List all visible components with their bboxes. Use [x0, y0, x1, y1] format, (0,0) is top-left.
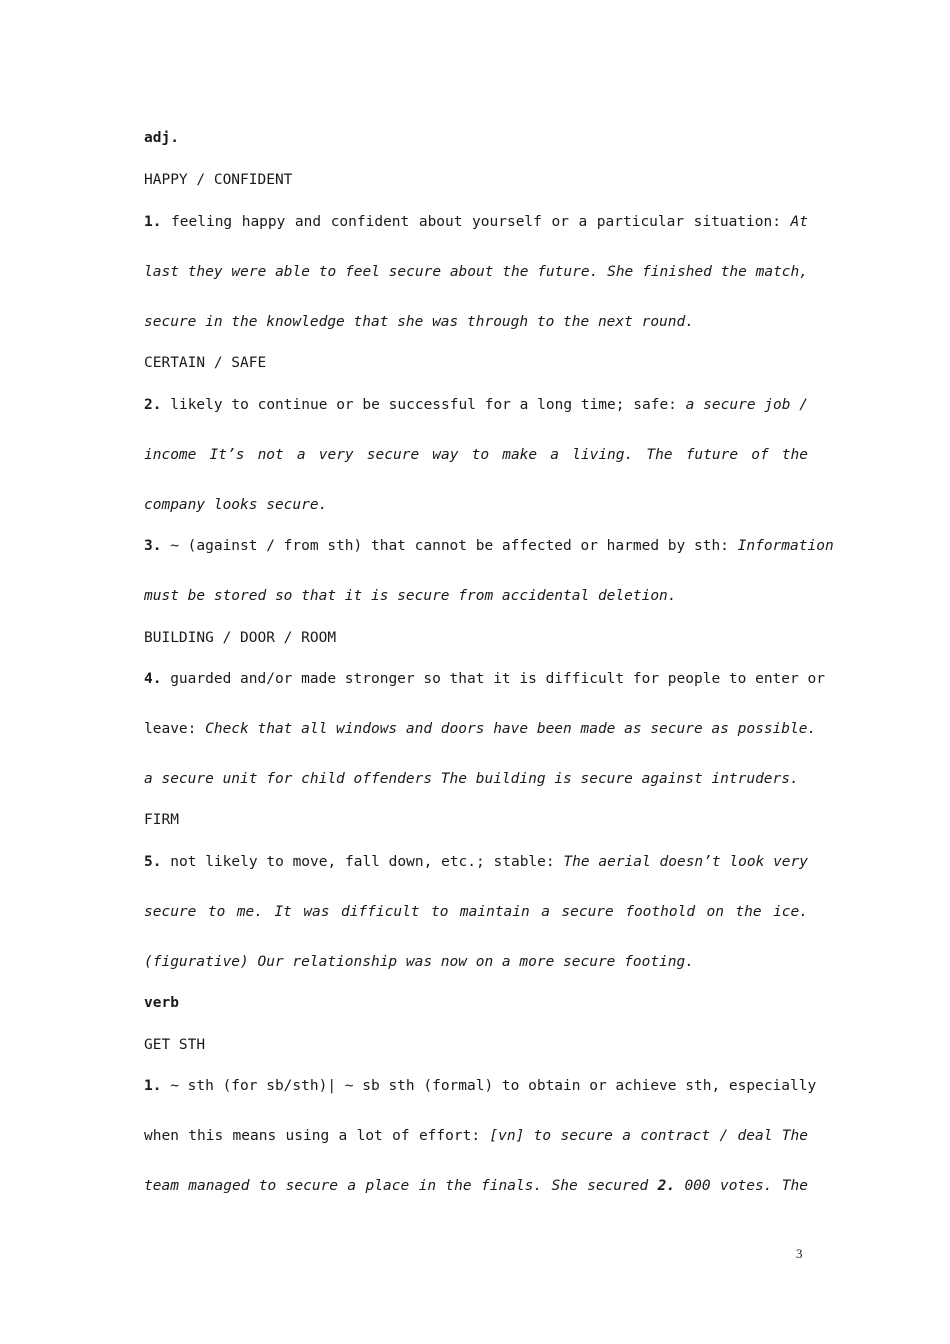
section-heading-firm: FIRM	[144, 812, 179, 828]
example-text: team managed to secure a place in the finals. She secured	[144, 1178, 658, 1194]
section-heading-happy: HAPPY / CONFIDENT	[144, 172, 293, 188]
section-heading-building: BUILDING / DOOR / ROOM	[144, 630, 337, 646]
example-text: The aerial doesn’t look very	[563, 854, 808, 870]
pos-adjective: adj.	[144, 130, 179, 146]
example-text: At	[790, 214, 808, 230]
definition-4-line-2	[144, 719, 817, 739]
definition-5-example-line-2: secure to me. It was difficult to maintain a secure foothold on the ice.	[144, 904, 808, 920]
example-text: 000 votes. The	[675, 1178, 808, 1194]
definition-text: leave:	[144, 721, 206, 737]
definition-number: 2.	[144, 397, 162, 413]
verb-definition-1-line-1	[144, 1076, 817, 1096]
definition-number: 4.	[144, 671, 162, 687]
verb-definition-1-line-3	[144, 1176, 808, 1196]
definition-1-example-line-3: secure in the knowledge that she was through to the next round.	[144, 314, 694, 330]
definition-number: 3.	[144, 538, 162, 554]
example-text: [vn] to secure a contract / deal The	[489, 1128, 808, 1144]
bold-number: 2.	[657, 1178, 676, 1194]
definition-2-line-1	[144, 395, 808, 415]
definition-text: when this means using a lot of effort:	[144, 1128, 490, 1144]
example-text: a secure job /	[685, 397, 808, 413]
definition-number: 1.	[144, 1078, 162, 1094]
definition-text: not likely to move, fall down, etc.; stable:	[161, 854, 564, 870]
definition-4-line-1	[144, 669, 825, 689]
definition-5-example-line-3: (figurative) Our relationship was now on a more secure footing.	[144, 954, 694, 970]
definition-3-line-1	[144, 536, 834, 556]
section-heading-certain: CERTAIN / SAFE	[144, 355, 267, 371]
definition-2-example-line-2: income It’s not a very secure way to make a living. The future of the	[144, 447, 808, 463]
definition-number: 5.	[144, 854, 162, 870]
definition-1-example-line-2: last they were able to feel secure about the future. She finished the match,	[144, 264, 808, 280]
definition-text: ~ sth (for sb/sth)| ~ sb sth (formal) to obtain or achieve sth, especially	[161, 1078, 817, 1094]
section-heading-get: GET STH	[144, 1037, 206, 1053]
verb-definition-1-line-2	[144, 1126, 808, 1146]
definition-4-example-line-3: a secure unit for child offenders The building is secure against intruders.	[144, 771, 799, 787]
definition-3-example-line-2: must be stored so that it is secure from accidental deletion.	[144, 588, 677, 604]
definition-2-example-line-3: company looks secure.	[144, 497, 328, 513]
definition-1-line-1	[144, 212, 808, 232]
definition-5-line-1	[144, 852, 808, 872]
example-text: Check that all windows and doors have been made as secure as possible.	[205, 721, 817, 737]
example-text: Information	[737, 538, 834, 554]
definition-text: guarded and/or made stronger so that it is difficult for people to enter or	[161, 671, 825, 687]
definition-number: 1.	[144, 214, 162, 230]
definition-text: feeling happy and confident about yourself or a particular situation:	[161, 214, 791, 230]
definition-text: likely to continue or be successful for a long time; safe:	[161, 397, 686, 413]
pos-verb: verb	[144, 995, 179, 1011]
definition-text: ~ (against / from sth) that cannot be affected or harmed by sth:	[161, 538, 738, 554]
page-number: 3	[796, 1246, 803, 1261]
